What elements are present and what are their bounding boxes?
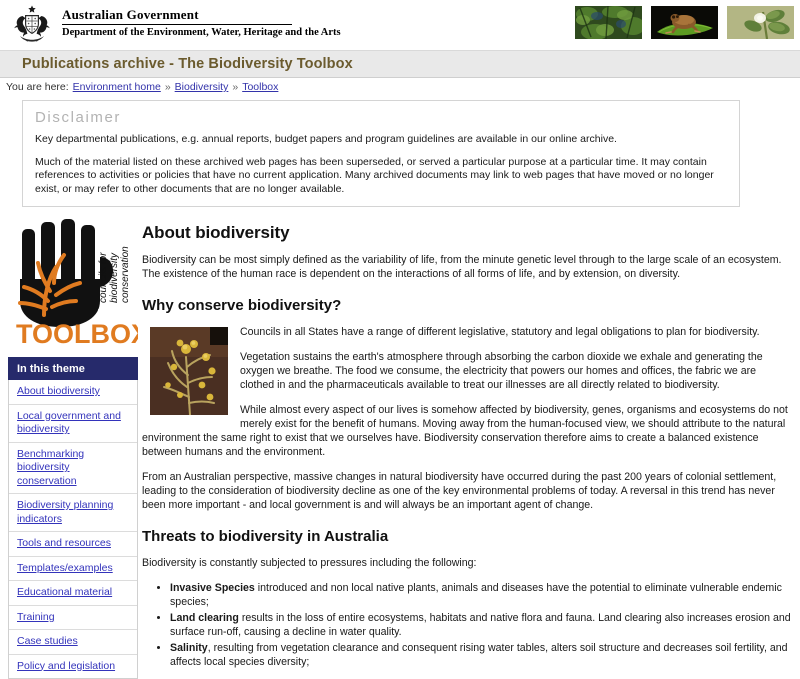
why-paragraph-2: Vegetation sustains the earth's atmosphere through absorbing the carbon dioxide we exhale and generating the oxygen we breathe. The food we consume, the electricity that powers our homes and offices, the fabric we are clothed in and the pharmaceuticals available to treat our illnesses are all directly related to biodiversity. — [240, 351, 763, 391]
threat-text-salinity: , resulting from vegetation clearance and consequent rising water tables, alters soil structure and decreases soil fertility, and affects local species diversity; — [170, 642, 788, 668]
department-title: Department of the Environment, Water, Heritage and the Arts — [62, 27, 341, 38]
list-item — [9, 532, 137, 557]
wattle-photo — [150, 327, 228, 415]
frog-thumbnail — [651, 6, 718, 39]
logo-text-the: THE — [98, 306, 128, 323]
plant-thumbnail — [727, 6, 794, 39]
why-paragraph-1: Councils in all States have a range of different legislative, statutory and legal obligations to plan for biodiversity. — [240, 326, 760, 338]
page-body — [0, 217, 800, 679]
sidebar-item-planning-indicators[interactable]: Biodiversity planning indicators — [17, 499, 114, 525]
intro-paragraph: Biodiversity can be most simply defined as the variability of life, from the minute genetic level through to the large scale of an ecosystem. The existence of the human race is dependent on the interactions of all forms of life, and by extension, on diversity. — [142, 254, 782, 280]
breadcrumb-label: You are here: — [6, 81, 69, 93]
breadcrumb-separator: » — [232, 81, 239, 93]
threat-text-invasive-species: introduced and non local native plants, animals and diseases have the potential to eliminate vulnerable endemic species; — [170, 582, 782, 608]
breadcrumb-item-biodiversity[interactable]: Biodiversity — [174, 81, 229, 93]
main-heading: About biodiversity — [142, 223, 290, 242]
why-conserve-heading: Why conserve biodiversity? — [142, 297, 342, 314]
breadcrumb-separator: » — [164, 81, 171, 93]
logo-text-conservation: conservation — [120, 246, 131, 303]
sidebar-item-local-government[interactable]: Local government and biodiversity — [17, 409, 121, 435]
threat-term-land-clearing: Land clearing — [170, 612, 239, 624]
list-item — [170, 641, 792, 669]
branding-rule — [62, 24, 292, 25]
list-item — [170, 611, 792, 639]
disclaimer-paragraph-1: Key departmental publications, e.g. annual reports, budget papers and program guidelines are available in our online archive. — [35, 133, 617, 145]
sidebar-item-templates-examples[interactable]: Templates/examples — [17, 561, 113, 574]
list-item — [9, 606, 137, 631]
sidebar-item-training[interactable]: Training — [17, 610, 55, 623]
list-item — [9, 655, 137, 679]
toolbox-logo — [8, 217, 138, 349]
sidebar-item-about-biodiversity[interactable]: About biodiversity — [17, 385, 100, 397]
why-paragraph-3: While almost every aspect of our lives is somehow affected by biodiversity, genes, organisms and ecosystems do not merely exist for the benefit of humans. Moving away from the human-focused view, we should attribute to the natural environment the same right to exist that we ourselves have. Biodiversity conservation therefore aims to create a balanced existence between humans and the environment. — [142, 404, 788, 458]
sidebar-item-tools-and-resources[interactable]: Tools and resources — [17, 537, 111, 549]
masthead-thumbnails — [575, 6, 794, 39]
threat-text-land-clearing: results in the loss of entire ecosystems, habitats and native flora and fauna. Land clearing also increases erosion and surface run-off, causing a decline in water quality. — [170, 612, 791, 638]
list-item — [9, 405, 137, 443]
disclaimer-paragraph-2: Much of the material listed on these archived web pages has been superseded, or served a particular purpose at a particular time. It may contain references to activities or policies that have no current application. Many archived documents may link to web pages that have moved or no longer exist, or may refer to other documents that are no longer available. — [35, 155, 714, 195]
sidebar-nav-list — [8, 380, 138, 679]
sidebar-item-educational-material[interactable]: Educational material — [17, 586, 113, 598]
logo-text-biodiversity: biodiversity — [109, 252, 120, 303]
main-content — [138, 217, 800, 671]
australian-perspective-paragraph: From an Australian perspective, massive changes in natural biodiversity have occurred during the past 200 years of colonial settlement, leading to the consideration of biodiversity decline as one of the key environmental problems of today. A reversal in this trend has never been more important - and local government is and will always be an important agent of change. — [142, 471, 777, 511]
page-title: Publications archive - The Biodiversity Toolbox — [22, 56, 353, 72]
sidebar — [0, 217, 138, 679]
sidebar-item-benchmarking[interactable]: Benchmarking biodiversity conservation — [17, 447, 85, 487]
breadcrumb-item-toolbox[interactable]: Toolbox — [242, 81, 279, 93]
list-item — [9, 630, 137, 655]
breadcrumb — [0, 78, 800, 96]
government-title: Australian Government — [62, 7, 199, 22]
threat-term-salinity: Salinity — [170, 642, 208, 654]
government-branding — [10, 4, 341, 46]
threats-heading: Threats to biodiversity in Australia — [142, 528, 389, 545]
breadcrumb-item-environment-home[interactable]: Environment home — [72, 81, 161, 93]
list-item — [9, 557, 137, 582]
sidebar-nav-heading: In this theme — [8, 357, 138, 380]
australian-coat-of-arms-icon — [10, 4, 54, 46]
threats-list — [142, 581, 792, 669]
list-item — [9, 581, 137, 606]
logo-text-toolbox: TOOLBOX — [16, 319, 138, 349]
site-title-bar — [0, 51, 800, 78]
list-item — [170, 581, 792, 609]
threats-intro: Biodiversity is constantly subjected to pressures including the following: — [142, 557, 477, 569]
disclaimer-heading: Disclaimer — [35, 109, 122, 126]
list-item — [9, 380, 137, 405]
logo-text-councils-for: councils for — [98, 252, 109, 303]
disclaimer-box — [22, 100, 740, 207]
foliage-thumbnail — [575, 6, 642, 39]
list-item — [9, 443, 137, 495]
list-item — [9, 494, 137, 532]
masthead — [0, 0, 800, 51]
threat-term-invasive-species: Invasive Species — [170, 582, 255, 594]
sidebar-item-case-studies[interactable]: Case studies — [17, 635, 78, 647]
sidebar-item-policy-and-legislation[interactable]: Policy and legislation — [17, 659, 116, 672]
